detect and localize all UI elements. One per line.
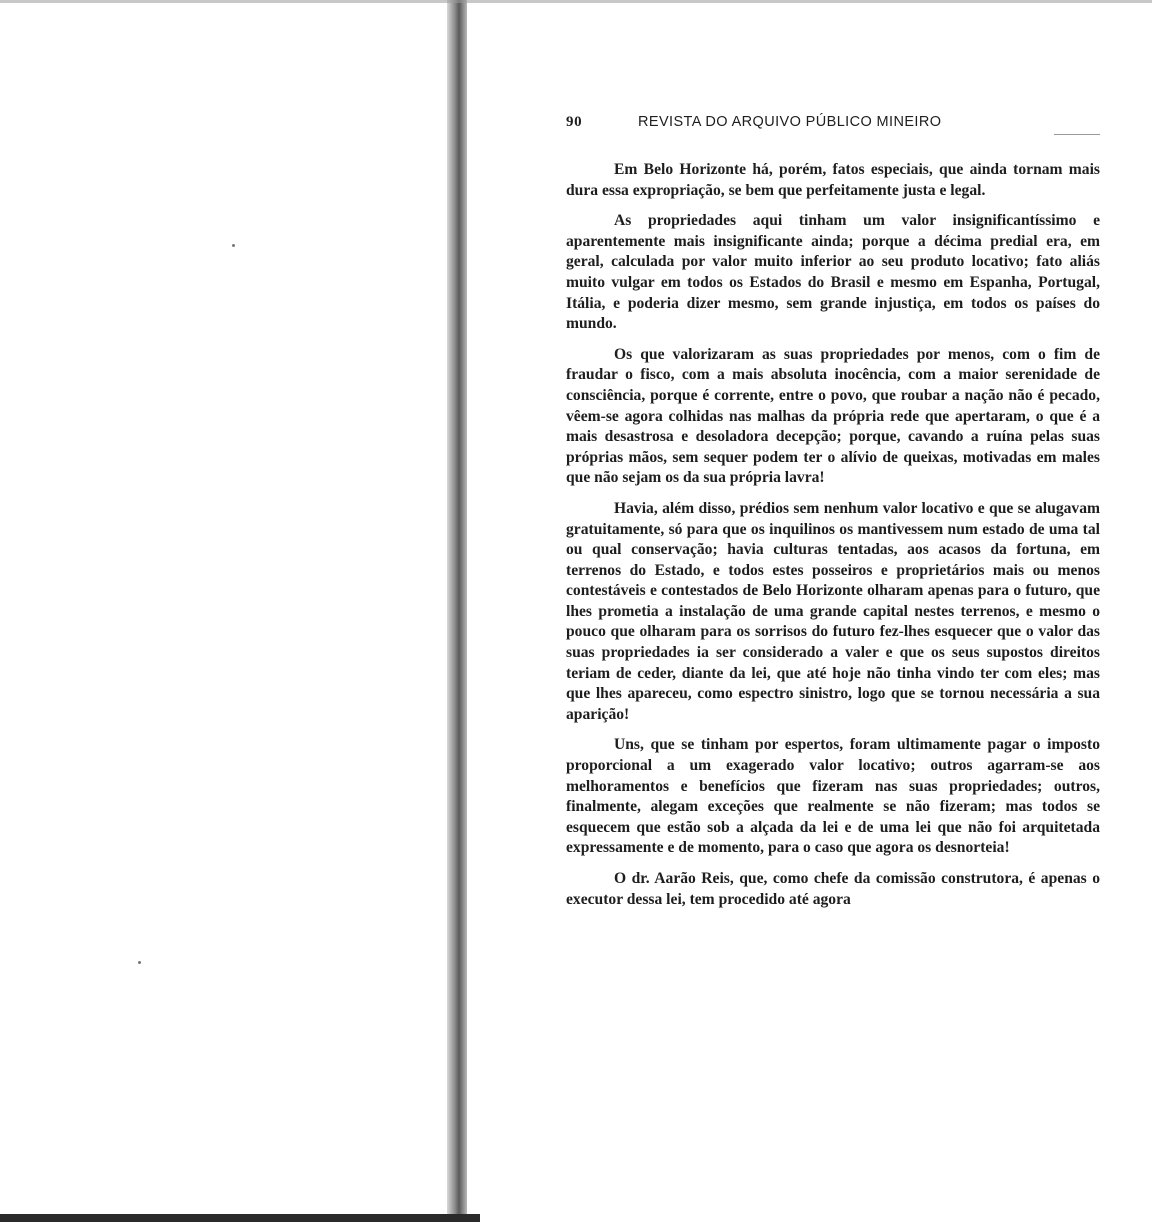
running-title: REVISTA DO ARQUIVO PÚBLICO MINEIRO: [638, 114, 942, 130]
body-text: [566, 160, 1100, 920]
speck: [138, 961, 141, 964]
top-page-edge: [0, 0, 1152, 3]
book-gutter: [447, 0, 467, 1222]
page-header: [566, 114, 1100, 136]
paragraph: Em Belo Horizonte há, porém, fatos especiais, que ainda tornam mais dura essa expropriação, se bem que perfeitamente justa e legal.: [566, 161, 1100, 199]
paragraph: Os que valorizaram as suas propriedades por menos, com o fim de fraudar o fisco, com a mais absoluta inocência, com a maior serenidade de consciência, porque é corrente, entre o povo, que roubar a nação não é pecado, vêem-se agora colhidas nas malhas da própria rede que apertaram, o que é a mais desastrosa e desoladora decepção; porque, cavando a ruína pelas suas próprias mãos, sem sequer podem ter o alívio de queixas, motivadas em males que não sejam os da sua própria lavra!: [566, 345, 1100, 487]
left-blank-page: [0, 0, 447, 1222]
speck: [232, 244, 235, 247]
paragraph: O dr. Aarão Reis, que, como chefe da comissão construtora, é apenas o executor dessa lei, tem procedido até agora: [566, 870, 1100, 908]
paragraph: Uns, que se tinham por espertos, foram ultimamente pagar o imposto proporcional a um exagerado valor locativo; outros agarram-se aos melhoramentos e benefícios que fizeram nas suas propriedades; outros, finalmente, alegam exceções que realmente se não fizeram; mas todos se esquecem que estão sob a alçada da lei e de uma lei que não foi arquitetada expressamente e de momento, para o caso que agora os desnorteia!: [566, 736, 1100, 857]
paragraph: As propriedades aqui tinham um valor insignificantíssimo e aparentemente mais insignificante ainda; porque a décima predial era, em geral, calculada por valor muito inferior ao seu produto locativo; fato aliás muito vulgar em todos os Estados do Brasil e mesmo em Espanha, Portugal, Itália, e poderia dizer mesmo, sem grande injustiça, em todos os países do mundo.: [566, 212, 1100, 333]
bottom-page-edge: [0, 1214, 480, 1222]
header-rule: [1054, 134, 1100, 135]
paragraph: Havia, além disso, prédios sem nenhum valor locativo e que se alugavam gratuitamente, só para que os inquilinos os mantivessem num estado de uma tal ou qual conservação; havia culturas tentadas, aos acasos da fortuna, em terrenos do Estado, e todos estes posseiros e proprietários mais ou menos contestáveis e contestados de Belo Horizonte olharam apenas para o futuro, que lhes prometia a instalação de uma grande capital nestes terrenos, e mesmo o pouco que olharam para os sorrisos do futuro fez-lhes esquecer que o valor das suas propriedades ia ser considerado a valer e que os seus supostos direitos teriam de ceder, diante da lei, que até hoje não tinha vindo ter com eles; mas que lhes apareceu, como espectro sinistro, logo que se tornou necessária a sua aparição!: [566, 499, 1100, 723]
page-number: 90: [566, 114, 583, 130]
